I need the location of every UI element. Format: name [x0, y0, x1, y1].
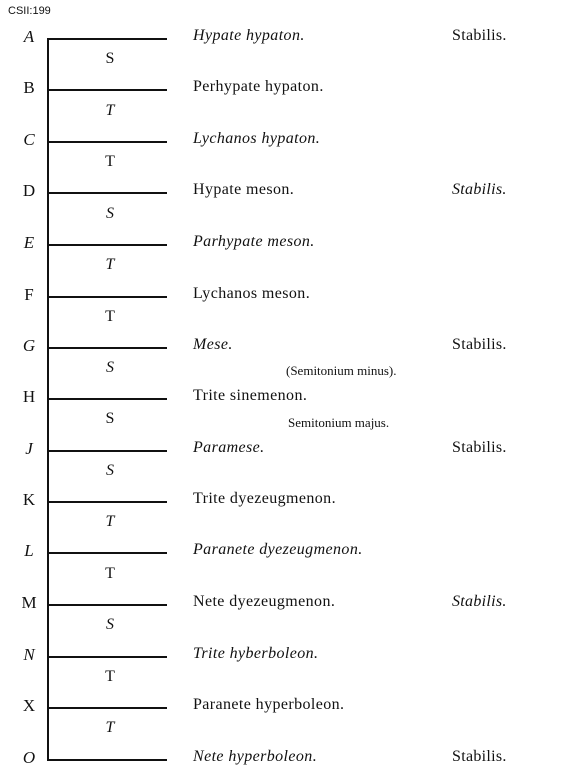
- step-name: Trite sinemenon.: [193, 387, 308, 404]
- step-line: [47, 296, 167, 298]
- step-letter: B: [23, 78, 35, 97]
- interval-label: T: [105, 308, 115, 325]
- step-name: Nete dyezeugmenon.: [193, 593, 336, 610]
- stabilis-label: Stabilis.: [452, 27, 507, 44]
- interval-label: T: [105, 102, 115, 119]
- step-name: Paramese.: [193, 439, 265, 456]
- step-line: [47, 244, 167, 246]
- step-letter: A: [23, 27, 35, 46]
- stabilis-label: Stabilis.: [452, 748, 507, 765]
- interval-label: T: [105, 513, 115, 530]
- step-letter: D: [22, 181, 36, 200]
- step-name: Perhypate hypaton.: [193, 78, 324, 95]
- stabilis-label: Stabilis.: [452, 181, 507, 198]
- step-line: [47, 450, 167, 452]
- step-line: [47, 656, 167, 658]
- interval-label: T: [105, 719, 115, 736]
- interval-label: S: [106, 616, 114, 633]
- step-name: Lychanos hypaton.: [193, 130, 321, 147]
- step-line: [47, 141, 167, 143]
- step-letter: F: [24, 285, 34, 304]
- step-letter: H: [22, 387, 36, 406]
- step-letter: E: [23, 233, 35, 252]
- interval-label: S: [105, 50, 115, 67]
- step-line: [47, 398, 167, 400]
- step-line: [47, 192, 167, 194]
- interval-label: S: [106, 462, 114, 479]
- stabilis-label: Stabilis.: [452, 336, 507, 353]
- step-letter: C: [23, 130, 35, 149]
- step-name: Mese.: [193, 336, 233, 353]
- step-line: [47, 89, 167, 91]
- step-name: Trite hyberboleon.: [193, 645, 319, 662]
- interval-label: S: [106, 205, 114, 222]
- step-letter: M: [21, 593, 37, 612]
- step-name: Parhypate meson.: [193, 233, 315, 250]
- interval-label: T: [105, 565, 115, 582]
- step-line: [47, 552, 167, 554]
- step-name: Lychanos meson.: [193, 285, 311, 302]
- page-identifier: CSII:199: [8, 5, 51, 17]
- stabilis-label: Stabilis.: [452, 593, 507, 610]
- step-letter: G: [22, 336, 36, 355]
- step-line: [47, 501, 167, 503]
- step-name: Trite dyezeugmenon.: [193, 490, 336, 507]
- step-letter: O: [22, 748, 36, 767]
- interval-label: S: [105, 410, 115, 427]
- step-line: [47, 759, 167, 761]
- step-name: Nete hyperboleon.: [193, 748, 318, 765]
- step-line: [47, 38, 167, 40]
- step-line: [47, 347, 167, 349]
- step-name: Paranete hyperboleon.: [193, 696, 345, 713]
- step-line: [47, 707, 167, 709]
- step-name: Hypate hypaton.: [193, 27, 305, 44]
- semitonium-minus-note: (Semitonium minus).: [286, 363, 397, 378]
- step-letter: X: [22, 696, 36, 715]
- step-letter: K: [22, 490, 36, 509]
- interval-label: S: [106, 359, 114, 376]
- interval-label: T: [105, 668, 115, 685]
- interval-label: T: [105, 256, 115, 273]
- step-name: Paranete dyezeugmenon.: [193, 541, 363, 558]
- stabilis-label: Stabilis.: [452, 439, 507, 456]
- step-line: [47, 604, 167, 606]
- step-letter: J: [25, 439, 33, 458]
- step-letter: L: [24, 541, 34, 560]
- interval-label: T: [105, 153, 115, 170]
- semitonium-majus-note: Semitonium majus.: [288, 415, 390, 430]
- step-letter: N: [23, 645, 35, 664]
- step-name: Hypate meson.: [193, 181, 295, 198]
